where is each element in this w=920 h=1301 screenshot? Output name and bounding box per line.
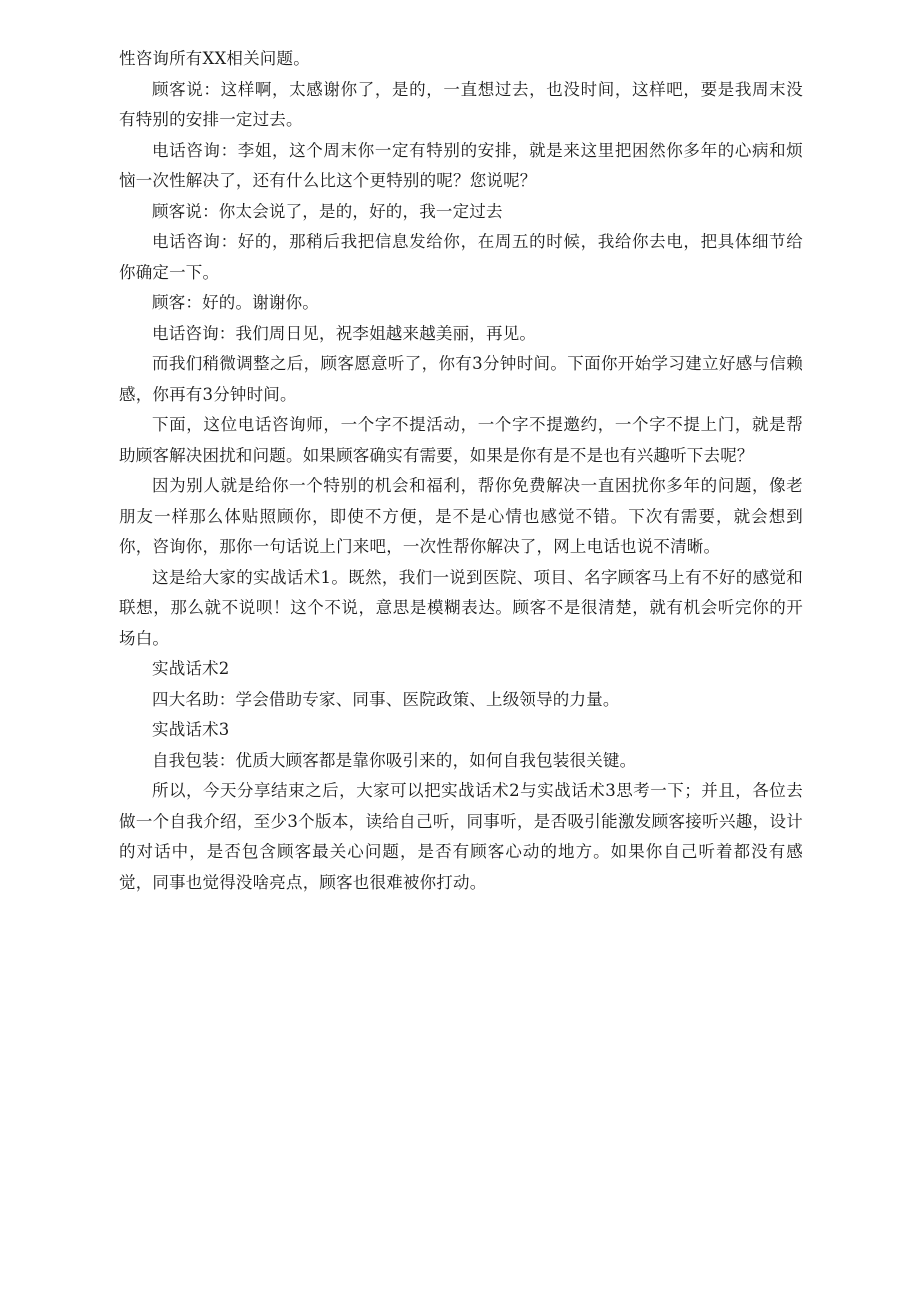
paragraph: 顾客说：这样啊，太感谢你了，是的，一直想过去，也没时间，这样吧，要是我周末没有特别的安排一定过去。	[119, 79, 803, 129]
section-heading: 实战话术3	[152, 720, 230, 739]
document-body	[119, 44, 803, 898]
paragraph: 顾客说：你太会说了，是的，好的，我一定过去	[152, 201, 503, 221]
paragraph: 电话咨询：我们周日见，祝李姐越来越美丽，再见。	[152, 323, 537, 343]
paragraph: 所以，今天分享结束之后，大家可以把实战话术2与实战话术3思考一下；并且，各位去做一个自我介绍，至少3个版本，读给自己听，同事听，是否吸引能激发顾客接听兴趣，设计的对话中，是否包含顾客最关心问题，是否有顾客心动的地方。如果你自己听着都没有感觉，同事也觉得没啥亮点，顾客也很难被你打动。	[119, 781, 803, 892]
paragraph: 这是给大家的实战话术1。既然，我们一说到医院、项目、名字顾客马上有不好的感觉和联想，那么就不说呗！这个不说，意思是模糊表达。顾客不是很清楚，就有机会听完你的开场白。	[119, 567, 803, 648]
paragraph: 性咨询所有XX相关问题。	[119, 49, 310, 68]
paragraph: 四大名助：学会借助专家、同事、医院政策、上级领导的力量。	[152, 689, 620, 709]
paragraph: 自我包装：优质大顾客都是靠你吸引来的，如何自我包装很关键。	[152, 750, 637, 770]
paragraph: 电话咨询：李姐，这个周末你一定有特别的安排，就是来这里把困然你多年的心病和烦恼一次性解决了，还有什么比这个更特别的呢？您说呢？	[119, 140, 803, 190]
paragraph: 而我们稍微调整之后，顾客愿意听了，你有3分钟时间。下面你开始学习建立好感与信赖感，你再有3分钟时间。	[119, 354, 803, 404]
section-heading: 实战话术2	[152, 659, 230, 678]
paragraph: 下面，这位电话咨询师，一个字不提活动，一个字不提邀约，一个字不提上门，就是帮助顾客解决困扰和问题。如果顾客确实有需要，如果是你有是不是也有兴趣听下去呢？	[119, 415, 803, 465]
paragraph: 顾客：好的。谢谢你。	[152, 293, 319, 312]
paragraph: 因为别人就是给你一个特别的机会和福利，帮你免费解决一直困扰你多年的问题，像老朋友一样那么体贴照顾你，即使不方便，是不是心情也感觉不错。下次有需要，就会想到你，咨询你，那你一句话说上门来吧，一次性帮你解决了，网上电话也说不清晰。	[119, 476, 803, 556]
paragraph: 电话咨询：好的，那稍后我把信息发给你，在周五的时候，我给你去电，把具体细节给你确定一下。	[119, 232, 803, 282]
